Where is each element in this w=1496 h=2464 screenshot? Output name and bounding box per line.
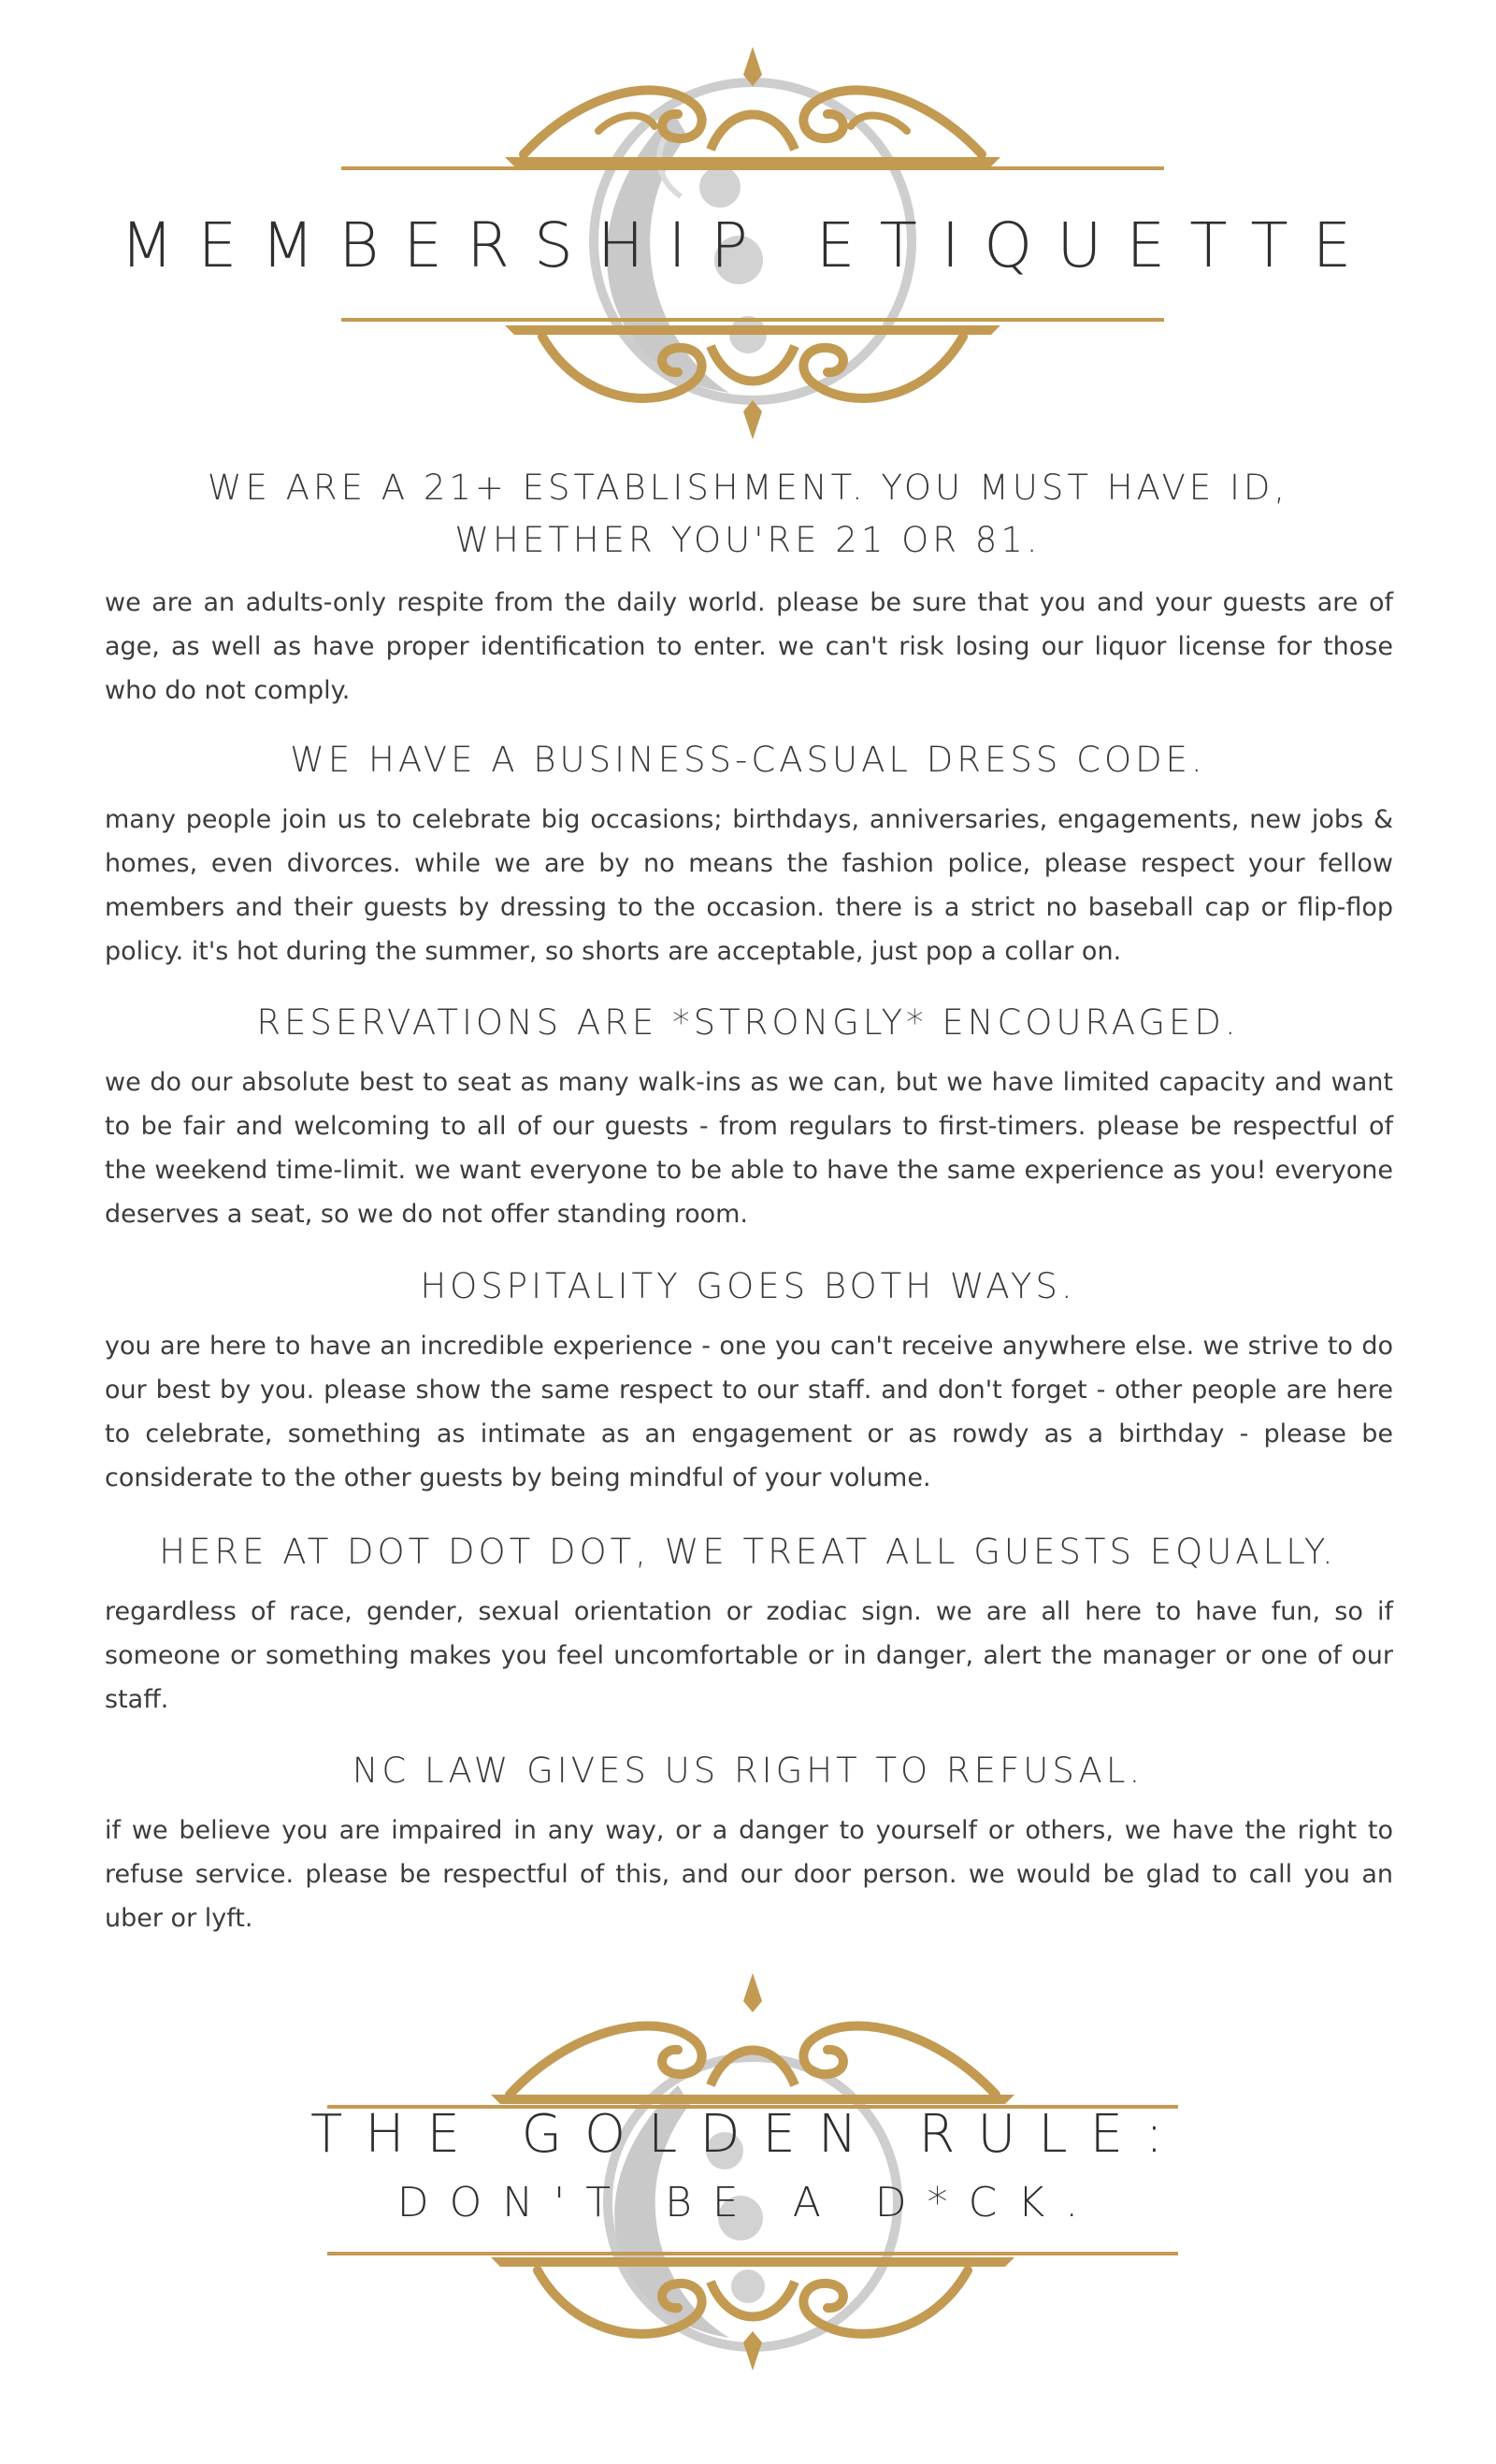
section-heading-reservations: RESERVATIONS ARE *STRONGLY* ENCOURAGED. xyxy=(256,1002,1240,1043)
section-heading-age xyxy=(103,462,1393,567)
section-body-age: we are an adults-only respite from the daily world. please be sure that you and your guests are of age, as well as have proper identification to enter. we can't risk losing our liquor license for those who do not comply. xyxy=(105,588,1393,705)
golden-rule-subtitle: DON'T BE A D*CK. xyxy=(396,2179,1100,2226)
section-body-refusal: if we believe you are impaired in any way, or a danger to yourself or others, we have the right to refuse service. please be respectful of this, and our door person. we would be glad to call you an uber or lyft. xyxy=(105,1816,1393,1933)
section-body-dress-code: many people join us to celebrate big occasions; birthdays, anniversaries, engagements, new jobs & homes, even divorces. while we are by no means the fashion police, please respect your fellow members and their guests by dressing to the occasion. there is a strict no baseball cap or flip-flop policy. it's hot during the summer, so shorts are acceptable, just pop a collar on. xyxy=(105,805,1393,966)
golden-rule-title: THE GOLDEN RULE: xyxy=(310,2104,1186,2165)
section-heading-age-line1: WE ARE A 21+ ESTABLISHMENT. YOU MUST HAVE ID, xyxy=(207,468,1289,508)
section-body-hospitality: you are here to have an incredible experience - one you can't receive anywhere else. we strive to do our best by you. please show the same respect to our staff. and don't forget - other people are here to celebrate, something as intimate as an engagement or as rowdy as a birthday - please be considerate to the other guests by being mindful of your volume. xyxy=(105,1332,1393,1492)
section-heading-refusal: NC LAW GIVES US RIGHT TO REFUSAL. xyxy=(352,1751,1144,1791)
section-heading-dress-code: WE HAVE A BUSINESS-CASUAL DRESS CODE. xyxy=(290,740,1206,780)
section-heading-age-line2: WHETHER YOU'RE 21 OR 81. xyxy=(454,520,1042,560)
section-heading-equality: HERE AT DOT DOT DOT, WE TREAT ALL GUESTS EQUALLY. xyxy=(159,1532,1337,1572)
section-heading-hospitality: HOSPITALITY GOES BOTH WAYS. xyxy=(420,1266,1076,1306)
section-body-equality: regardless of race, gender, sexual orientation or zodiac sign. we are all here to have fun, so if someone or something makes you feel uncomfortable or in danger, alert the manager or one of our staff. xyxy=(105,1597,1393,1714)
section-body-reservations: we do our absolute best to seat as many walk-ins as we can, but we have limited capacity and want to be fair and welcoming to all of our guests - from regulars to first-timers. please be respectful of the weekend time-limit. we want everyone to be able to have the same experience as you! everyone deserves a seat, so we do not offer standing room. xyxy=(105,1068,1393,1229)
page-title: MEMBERSHIP ETIQUETTE xyxy=(120,209,1376,281)
